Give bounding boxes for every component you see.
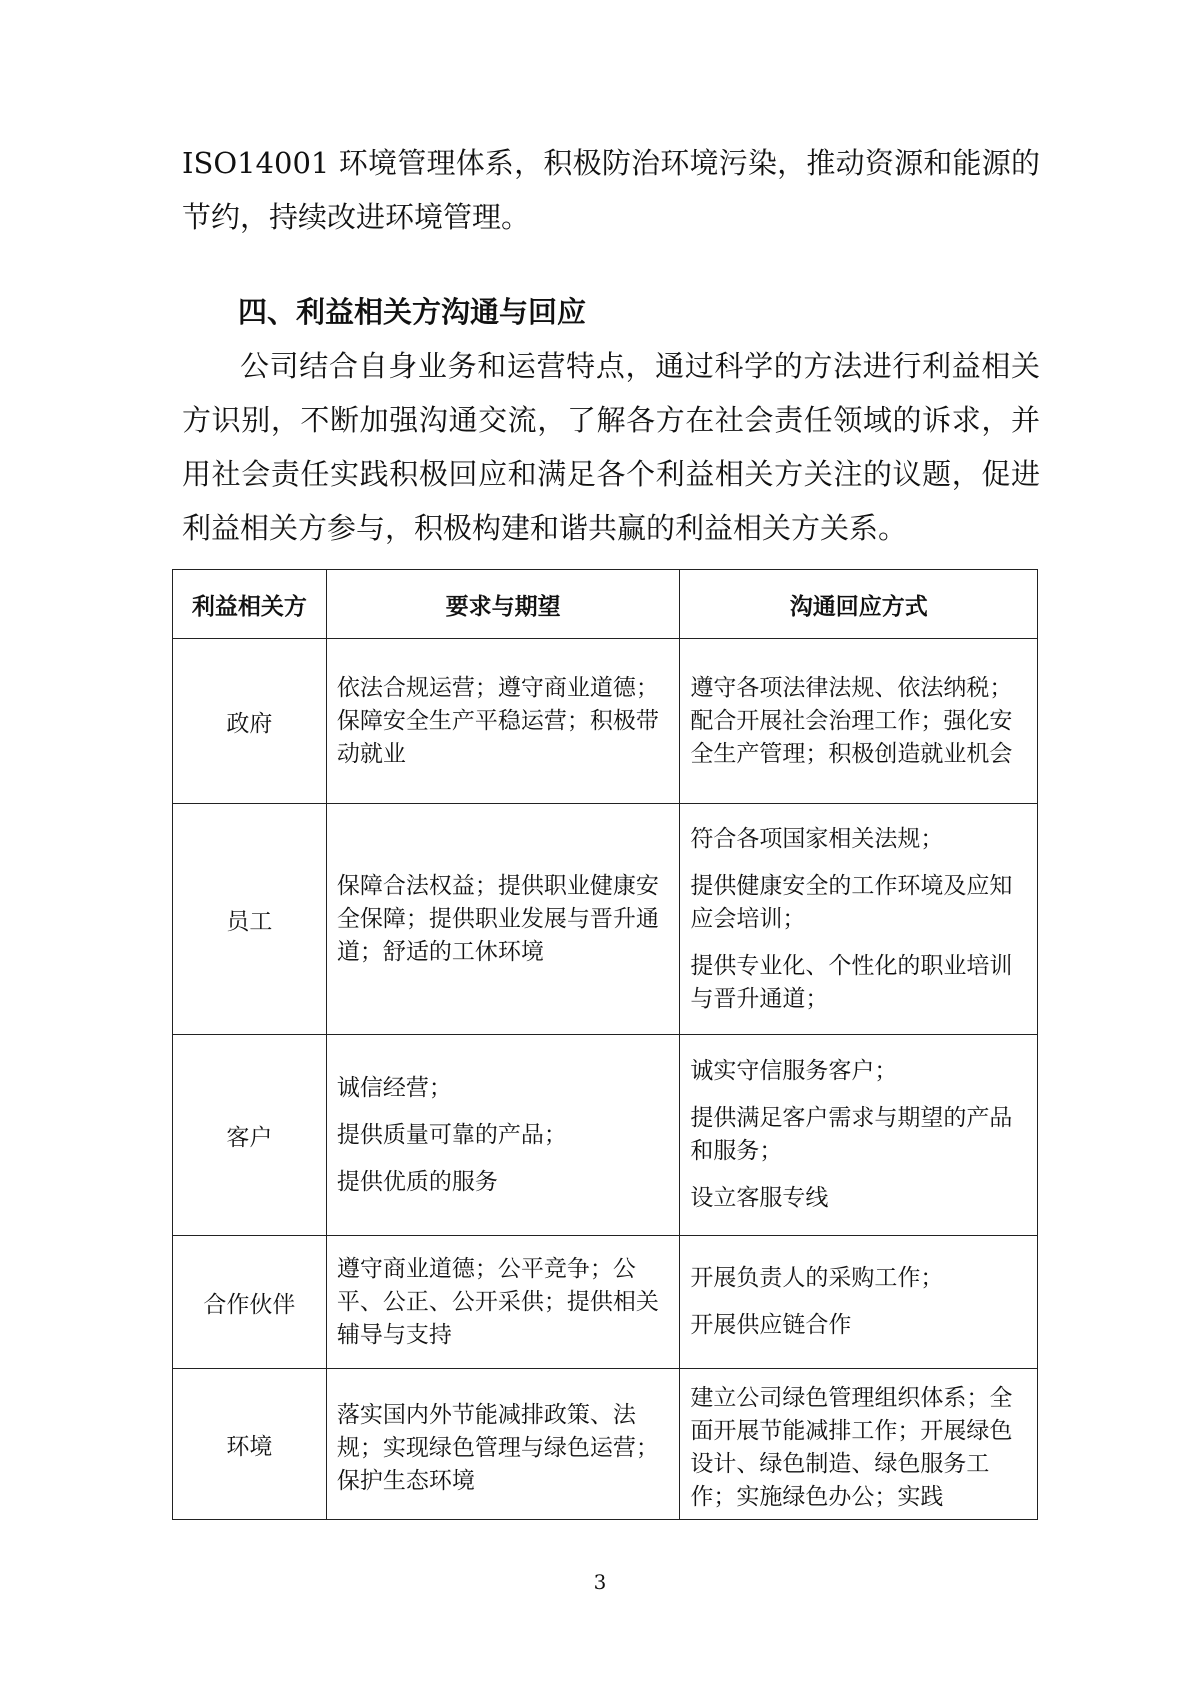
responses-cell	[680, 1369, 1038, 1520]
expectation-item: 诚信经营；	[336, 1074, 452, 1101]
response-item: 诚实守信服务客户；	[690, 1058, 898, 1084]
responses-cell	[680, 1236, 1038, 1369]
paragraph-intro: 公司结合自身业务和运营特点，通过科学的方法进行利益相关方识别，不断加强沟通交流，了解各方在社会责任领域的诉求，并用社会责任实践积极回应和满足各个利益相关方关注的议题，促进利益相关方参与，积极构建和谐共赢的利益相关方关系。	[182, 349, 1040, 545]
response-item: 遵守各项法律法规、依法纳税；配合开展社会治理工作；强化安全生产管理；积极创造就业机会	[690, 674, 1013, 767]
header-expectations: 要求与期望	[326, 570, 680, 639]
section-heading: 四、利益相关方沟通与回应	[238, 295, 587, 329]
stakeholder-table	[172, 569, 1038, 1520]
response-item: 开展负责人的采购工作；	[690, 1265, 944, 1291]
header-stakeholder: 利益相关方	[173, 570, 327, 639]
expectation-item: 提供优质的服务	[336, 1168, 498, 1195]
responses-cell	[680, 804, 1038, 1035]
stakeholder-name: 员工	[173, 804, 327, 1035]
table-header-row	[173, 570, 1038, 639]
header-responses: 沟通回应方式	[680, 570, 1038, 639]
expectations-cell	[326, 1236, 680, 1369]
expectation-item: 保障合法权益；提供职业健康安全保障；提供职业发展与晋升通道；舒适的工休环境	[336, 872, 659, 965]
table-row	[173, 1236, 1038, 1369]
response-item: 设立客服专线	[690, 1185, 829, 1211]
response-item: 提供满足客户需求与期望的产品和服务；	[690, 1105, 1013, 1164]
stakeholder-name: 政府	[173, 639, 327, 804]
page-number: 3	[593, 1570, 607, 1594]
response-item: 提供健康安全的工作环境及应知应会培训；	[690, 872, 1013, 932]
stakeholder-name: 环境	[173, 1369, 327, 1520]
stakeholder-name: 客户	[173, 1035, 327, 1236]
responses-cell	[680, 1035, 1038, 1236]
expectations-cell	[326, 1369, 680, 1520]
table-row	[173, 639, 1038, 804]
table-row	[173, 804, 1038, 1035]
response-item: 建立公司绿色管理组织体系；全面开展节能减排工作；开展绿色设计、绿色制造、绿色服务工作；实施绿色办公；实践	[690, 1385, 1013, 1510]
response-item: 提供专业化、个性化的职业培训与晋升通道；	[690, 952, 1013, 1012]
expectation-item: 提供质量可靠的产品；	[336, 1121, 567, 1148]
response-item: 符合各项国家相关法规；	[690, 825, 944, 852]
table-row	[173, 1369, 1038, 1520]
response-item: 开展供应链合作	[690, 1312, 852, 1338]
expectation-item: 遵守商业道德；公平竞争；公平、公正、公开采供；提供相关辅导与支持	[336, 1255, 659, 1348]
expectations-cell	[326, 1035, 680, 1236]
expectation-item: 落实国内外节能减排政策、法规；实现绿色管理与绿色运营；保护生态环境	[336, 1401, 659, 1494]
table-row	[173, 1035, 1038, 1236]
paragraph-top: ISO14001 环境管理体系，积极防治环境污染，推动资源和能源的节约，持续改进环境管理。	[182, 146, 1040, 234]
responses-cell	[680, 639, 1038, 804]
expectations-cell	[326, 804, 680, 1035]
expectations-cell	[326, 639, 680, 804]
stakeholder-name: 合作伙伴	[173, 1236, 327, 1369]
expectation-item: 依法合规运营；遵守商业道德；保障安全生产平稳运营；积极带动就业	[336, 674, 659, 767]
